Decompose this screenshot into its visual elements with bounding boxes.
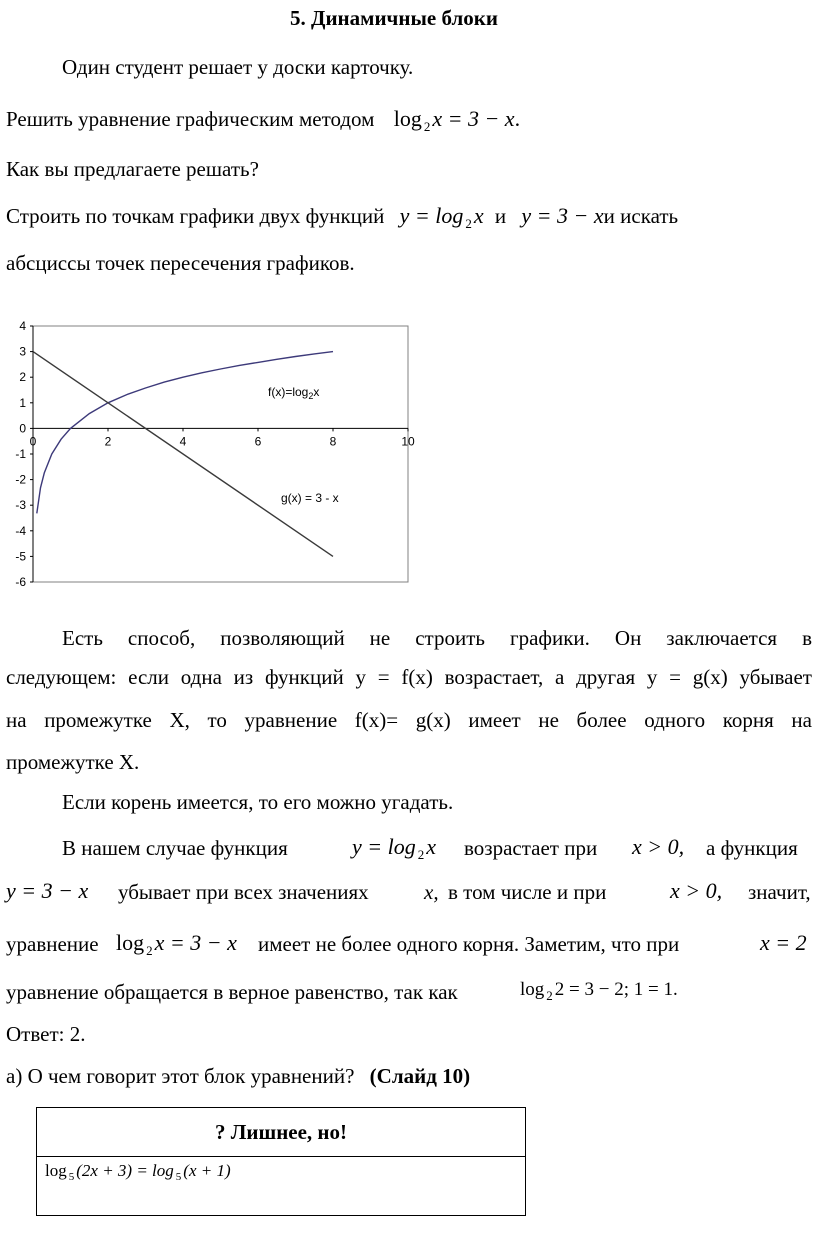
para3-line-1: В нашем случае функция	[62, 836, 288, 860]
question-text: Как вы предлагаете решать?	[6, 157, 259, 181]
x-tick-label: 8	[329, 434, 337, 449]
method-line-2: абсциссы точек пересечения графиков.	[6, 251, 355, 275]
y-tick-label: 4	[19, 319, 26, 333]
y-tick-label: -6	[15, 575, 26, 589]
function-g-formula: y = 3 − x	[521, 203, 604, 228]
slide-reference: (Слайд 10)	[369, 1064, 471, 1088]
task-text: Решить уравнение графическим методом	[6, 107, 375, 131]
y-tick-label: 0	[19, 421, 26, 436]
para1-line-4: промежутке X.	[6, 750, 140, 774]
x-tick-label: 2	[104, 434, 112, 449]
y-tick-label: -1	[15, 447, 26, 461]
para3-condition-3: x = 2	[760, 930, 807, 955]
para3-equation: log $_2$x = 3 − x	[116, 930, 237, 958]
para3-increasing-formula: y = log $_2$x	[352, 834, 436, 862]
para3-line-3-a: уравнение	[6, 932, 99, 956]
x-tick-label: 0	[29, 434, 37, 449]
para3-condition-1: x > 0,	[632, 834, 685, 859]
para3-line-4-a: уравнение обращается в верное равенство, так как	[6, 980, 458, 1004]
para3-line-3-b: имеет не более одного корня. Заметим, что при	[258, 932, 680, 956]
g-annotation: g(x) = 3 - x	[281, 491, 339, 505]
x-tick-label: 10	[401, 434, 415, 449]
y-tick-label: -3	[15, 498, 26, 513]
extra-equation-table	[36, 1107, 526, 1216]
para3-check-formula: log $_2$ 2 = 3 − 2; 1 = 1.	[520, 979, 678, 1003]
table-equation: log $_5$ (2x + 3) = log $_5$ (x + 1)	[45, 1161, 231, 1183]
para3-condition-2: x > 0,	[670, 878, 723, 903]
y-tick-label: -5	[15, 549, 26, 564]
para1-line-1: Есть способ, позволяющий не строить графики. Он заключается в	[62, 626, 812, 650]
para1-line-2: следующем: если одна из функций y = f(x) возрастает, а другая y = g(x) убывает	[6, 665, 812, 689]
y-tick-label: 2	[19, 370, 26, 385]
task-formula: log $_2$x = 3 − x.	[393, 106, 521, 134]
y-tick-label: 1	[19, 395, 26, 410]
page-heading: 5. Динамичные блоки	[290, 6, 498, 30]
y-tick-label: -4	[15, 523, 26, 538]
y-tick-label: 3	[19, 344, 26, 359]
para3-line-2-x: x,	[424, 880, 439, 904]
x-tick-label: 6	[254, 434, 262, 449]
question-a: а) О чем говорит этот блок уравнений? (Слайд 10)	[6, 1064, 471, 1088]
intersection-chart	[0, 312, 430, 602]
para3-line-2-a: убывает при всех значениях	[118, 880, 369, 904]
x-tick-label: 4	[179, 434, 187, 449]
f-annotation: $f(x)=\log_2x$	[268, 385, 320, 401]
y-tick-label: -2	[15, 472, 26, 487]
para3-line-2-c: значит,	[748, 880, 811, 904]
method-line-1: Строить по точкам графики двух функций y = log $_2$x и y = 3 − xи искать	[6, 203, 679, 231]
y-axis-ticks	[15, 319, 33, 589]
intro-text: Один студент решает у доски карточку.	[62, 55, 414, 79]
para3-line-2-b: в том числе и при	[448, 880, 607, 904]
table-header: ? Лишнее, но!	[37, 1108, 526, 1157]
para3-line-1-b: возрастает при	[464, 836, 598, 860]
function-f-formula: y = log $_2$x	[399, 203, 484, 231]
para3-decreasing-formula: y = 3 − x	[6, 878, 89, 903]
answer-text: Ответ: 2.	[6, 1022, 86, 1046]
plot-area	[33, 326, 408, 582]
para2-text: Если корень имеется, то его можно угадать.	[62, 790, 454, 814]
task-line	[6, 106, 521, 134]
para3-line-1-c: а функция	[706, 836, 798, 860]
para1-line-3: на промежутке X, то уравнение f(x)= g(x) имеет не более одного корня на	[6, 708, 812, 732]
table-equation-cell	[37, 1157, 526, 1216]
